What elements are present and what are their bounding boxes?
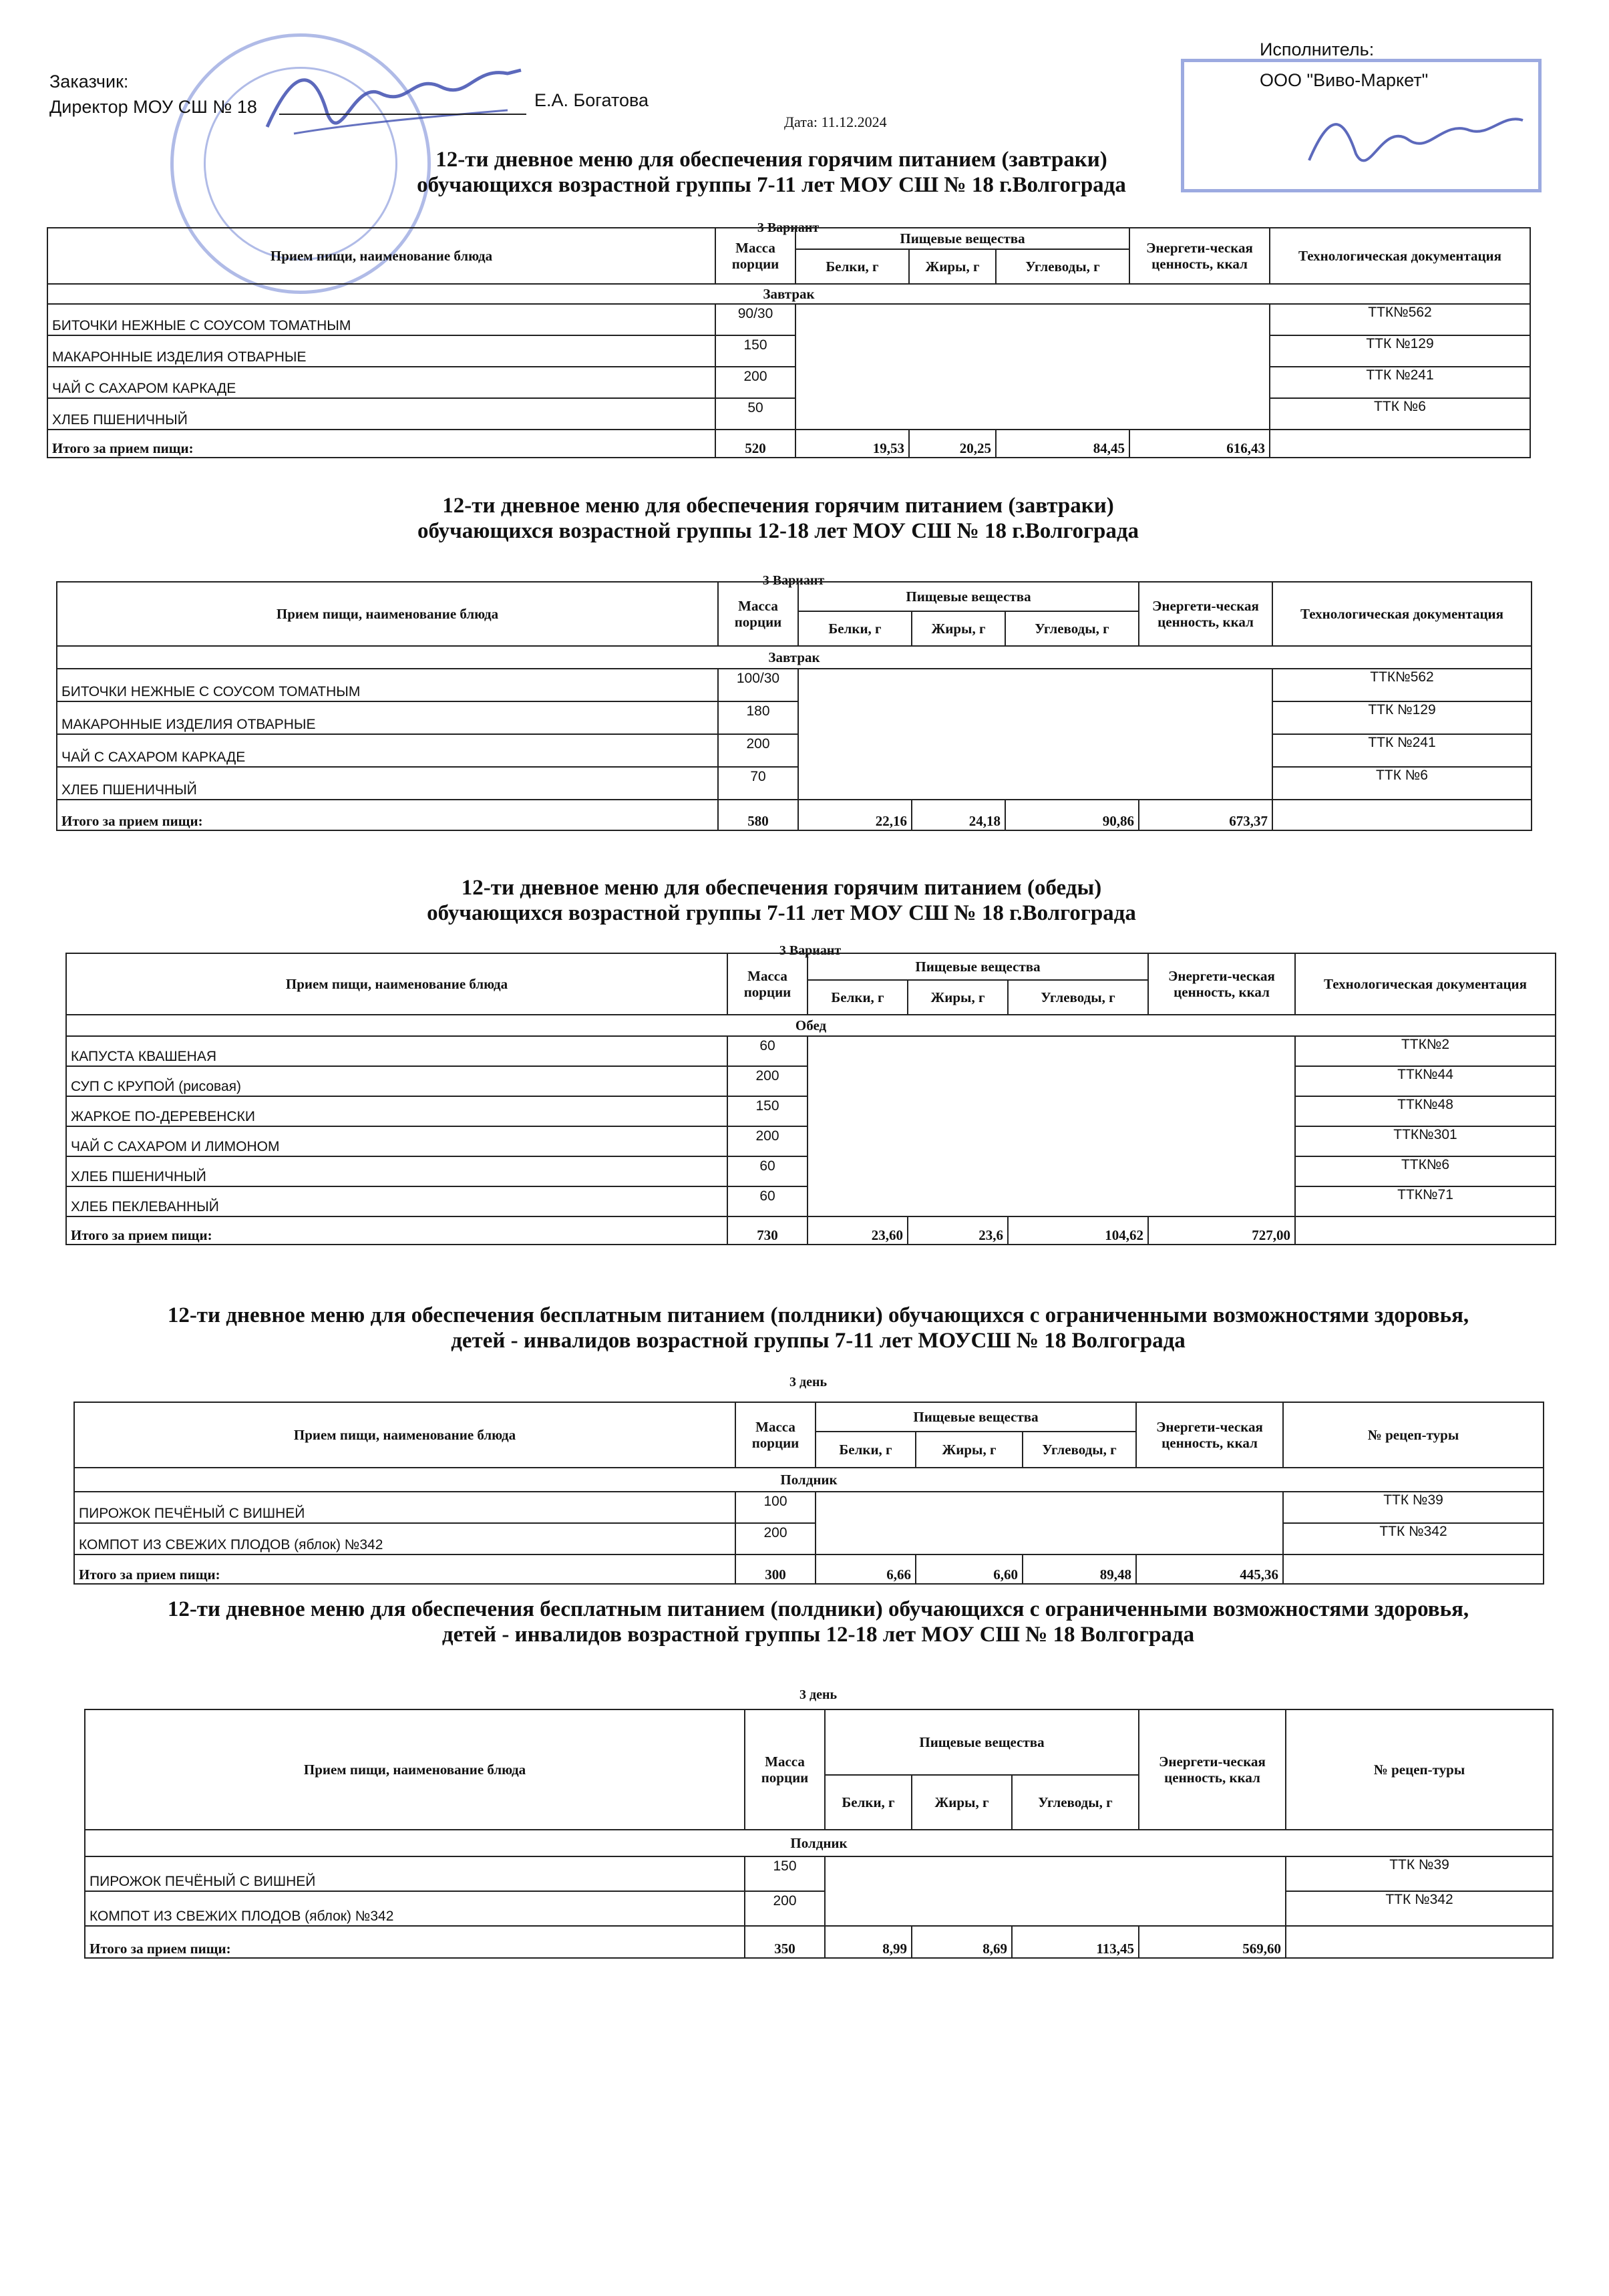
- nutrients-blank: [795, 304, 1270, 430]
- header-energy: Энергети-ческая ценность, ккал: [1136, 1402, 1283, 1468]
- menu-table: [56, 581, 1532, 831]
- signature-underline: [279, 114, 526, 115]
- total-energy: 569,60: [1139, 1926, 1286, 1958]
- menu-table: [73, 1402, 1544, 1585]
- dish-name: СУП С КРУПОЙ (рисовая): [66, 1066, 727, 1096]
- dish-name: ПИРОЖОК ПЕЧЁНЫЙ С ВИШНЕЙ: [74, 1492, 735, 1523]
- total-protein: 22,16: [798, 800, 912, 830]
- total-carbs: 84,45: [996, 430, 1129, 458]
- dish-mass: 200: [745, 1891, 825, 1926]
- header-mass: Масса порции: [735, 1402, 816, 1468]
- total-energy: 616,43: [1129, 430, 1270, 458]
- header-energy: Энергети-ческая ценность, ккал: [1139, 1709, 1286, 1830]
- table-row: [57, 669, 1532, 701]
- header-nutrients: Пищевые вещества: [798, 582, 1139, 611]
- table-row: [74, 1523, 1544, 1554]
- dish-name: ХЛЕБ ПЕКЛЕВАННЫЙ: [66, 1186, 727, 1216]
- total-energy: 673,37: [1139, 800, 1272, 830]
- dish-doc: ТТК №6: [1270, 398, 1530, 430]
- total-doc-blank: [1270, 430, 1530, 458]
- dish-name: КОМПОТ ИЗ СВЕЖИХ ПЛОДОВ (яблок) №342: [85, 1891, 745, 1926]
- header-dish: Прием пищи, наименование блюда: [57, 582, 718, 646]
- table-row: [47, 335, 1530, 367]
- customer-signature: [254, 53, 534, 154]
- dish-name: БИТОЧКИ НЕЖНЫЕ С СОУСОМ ТОМАТНЫМ: [57, 669, 718, 701]
- header-doc: № рецеп-туры: [1286, 1709, 1553, 1830]
- dish-name: БИТОЧКИ НЕЖНЫЕ С СОУСОМ ТОМАТНЫМ: [47, 304, 715, 335]
- total-energy: 445,36: [1136, 1554, 1283, 1584]
- header-doc: № рецеп-туры: [1283, 1402, 1544, 1468]
- total-label: Итого за прием пищи:: [85, 1926, 745, 1958]
- header-fat: Жиры, г: [909, 249, 996, 284]
- total-energy: 727,00: [1148, 1216, 1295, 1245]
- dish-doc: ТТК №342: [1283, 1523, 1544, 1554]
- nutrients-blank: [825, 1856, 1286, 1926]
- customer-label: Заказчик:: [49, 71, 129, 92]
- nutrients-blank: [816, 1492, 1283, 1554]
- executor-signature: [1302, 100, 1530, 180]
- dish-name: ЖАРКОЕ ПО-ДЕРЕВЕНСКИ: [66, 1096, 727, 1126]
- total-doc-blank: [1272, 800, 1532, 830]
- dish-doc: ТТК №39: [1286, 1856, 1553, 1891]
- total-fat: 8,69: [912, 1926, 1012, 1958]
- dish-doc: ТТК№2: [1295, 1036, 1556, 1066]
- dish-mass: 200: [718, 734, 798, 767]
- dish-mass: 70: [718, 767, 798, 800]
- total-doc-blank: [1286, 1926, 1553, 1958]
- header-carbs: Углеводы, г: [996, 249, 1129, 284]
- header-mass: Масса порции: [745, 1709, 825, 1830]
- header-carbs: Углеводы, г: [1023, 1432, 1136, 1468]
- meal-name: Завтрак: [47, 284, 1530, 304]
- total-carbs: 89,48: [1023, 1554, 1136, 1584]
- total-mass: 300: [735, 1554, 816, 1584]
- dish-name: ЧАЙ С САХАРОМ КАРКАДЕ: [47, 367, 715, 398]
- total-doc-blank: [1295, 1216, 1556, 1245]
- header-energy: Энергети-ческая ценность, ккал: [1139, 582, 1272, 646]
- dish-mass: 200: [715, 367, 795, 398]
- dish-name: КОМПОТ ИЗ СВЕЖИХ ПЛОДОВ (яблок) №342: [74, 1523, 735, 1554]
- section-title-line2: детей - инвалидов возрастной группы 12-18 лет МОУ СШ № 18 Волгограда: [441, 1623, 1195, 1647]
- section-title: [100, 1303, 1536, 1353]
- total-carbs: 104,62: [1008, 1216, 1148, 1245]
- section-title-line1: 12-ти дневное меню для обеспечения горячим питанием (завтраки): [435, 148, 1107, 172]
- header-nutrients: Пищевые вещества: [808, 953, 1148, 980]
- director-name: Е.А. Богатова: [534, 90, 649, 110]
- header-nutrients: Пищевые вещества: [816, 1402, 1136, 1432]
- total-protein: 23,60: [808, 1216, 908, 1245]
- section-title-line1: 12-ти дневное меню для обеспечения горячим питанием (обеды): [461, 876, 1102, 900]
- dish-mass: 100/30: [718, 669, 798, 701]
- total-row: [85, 1926, 1553, 1958]
- dish-doc: ТТК №342: [1286, 1891, 1553, 1926]
- dish-doc: ТТК №241: [1270, 367, 1530, 398]
- dish-doc: ТТК№6: [1295, 1156, 1556, 1186]
- section-title: [100, 1597, 1536, 1647]
- table-row: [47, 398, 1530, 430]
- section-title-line1: 12-ти дневное меню для обеспечения горячим питанием (завтраки): [442, 494, 1114, 518]
- dish-name: МАКАРОННЫЕ ИЗДЕЛИЯ ОТВАРНЫЕ: [47, 335, 715, 367]
- dish-doc: ТТК №129: [1270, 335, 1530, 367]
- variant-label: 3 день: [789, 1375, 828, 1389]
- dish-doc: ТТК №6: [1272, 767, 1532, 800]
- dish-doc: ТТК№48: [1295, 1096, 1556, 1126]
- header-dish: Прием пищи, наименование блюда: [47, 228, 715, 284]
- section-title: [347, 493, 1209, 544]
- header-dish: Прием пищи, наименование блюда: [85, 1709, 745, 1830]
- section-title-line2: детей - инвалидов возрастной группы 7-11 лет МОУСШ № 18 Волгограда: [451, 1329, 1186, 1353]
- dish-mass: 90/30: [715, 304, 795, 335]
- dish-name: ХЛЕБ ПШЕНИЧНЫЙ: [57, 767, 718, 800]
- header-protein: Белки, г: [825, 1775, 912, 1830]
- total-fat: 23,6: [908, 1216, 1008, 1245]
- executor-org: ООО "Виво-Маркет": [1260, 70, 1429, 90]
- executor-label: Исполнитель:: [1260, 39, 1375, 59]
- total-label: Итого за прием пищи:: [66, 1216, 727, 1245]
- header-mass: Масса порции: [718, 582, 798, 646]
- dish-mass: 100: [735, 1492, 816, 1523]
- total-protein: 6,66: [816, 1554, 916, 1584]
- dish-doc: ТТК№71: [1295, 1186, 1556, 1216]
- dish-doc: ТТК №241: [1272, 734, 1532, 767]
- header-doc: Технологическая документация: [1295, 953, 1556, 1015]
- nutrients-blank: [798, 669, 1272, 800]
- dish-doc: ТТК №129: [1272, 701, 1532, 734]
- dish-name: МАКАРОННЫЕ ИЗДЕЛИЯ ОТВАРНЫЕ: [57, 701, 718, 734]
- section-title-line1: 12-ти дневное меню для обеспечения бесплатным питанием (полдники) обучающихся с ограниченными возможностями здоровья,: [167, 1303, 1469, 1327]
- dish-mass: 150: [745, 1856, 825, 1891]
- table-row: [74, 1492, 1544, 1523]
- table-row: [66, 1036, 1556, 1066]
- header-protein: Белки, г: [795, 249, 909, 284]
- section-title-line1: 12-ти дневное меню для обеспечения бесплатным питанием (полдники) обучающихся с ограниченными возможностями здоровья,: [167, 1597, 1469, 1621]
- dish-mass: 60: [727, 1186, 808, 1216]
- header-carbs: Углеводы, г: [1012, 1775, 1139, 1830]
- table-row: [85, 1856, 1553, 1891]
- total-mass: 520: [715, 430, 795, 458]
- header-nutrients: Пищевые вещества: [825, 1709, 1139, 1775]
- dish-name: ПИРОЖОК ПЕЧЁНЫЙ С ВИШНЕЙ: [85, 1856, 745, 1891]
- meal-name: Полдник: [74, 1468, 1544, 1492]
- dish-mass: 60: [727, 1156, 808, 1186]
- meal-name: Завтрак: [57, 646, 1532, 669]
- total-label: Итого за прием пищи:: [57, 800, 718, 830]
- table-row: [47, 367, 1530, 398]
- dish-name: КАПУСТА КВАШЕНАЯ: [66, 1036, 727, 1066]
- meal-name: Полдник: [85, 1830, 1553, 1856]
- header-protein: Белки, г: [816, 1432, 916, 1468]
- header-fat: Жиры, г: [908, 980, 1008, 1015]
- dish-mass: 180: [718, 701, 798, 734]
- total-carbs: 90,86: [1005, 800, 1139, 830]
- section-title: [347, 875, 1216, 926]
- total-mass: 730: [727, 1216, 808, 1245]
- menu-table: [65, 953, 1556, 1245]
- header-energy: Энергети-ческая ценность, ккал: [1129, 228, 1270, 284]
- total-fat: 6,60: [916, 1554, 1023, 1584]
- header-carbs: Углеводы, г: [1008, 980, 1148, 1015]
- meal-name: Обед: [66, 1015, 1556, 1036]
- header-doc: Технологическая документация: [1270, 228, 1530, 284]
- nutrients-blank: [808, 1036, 1295, 1216]
- dish-name: ЧАЙ С САХАРОМ КАРКАДЕ: [57, 734, 718, 767]
- table-row: [57, 734, 1532, 767]
- header-doc: Технологическая документация: [1272, 582, 1532, 646]
- dish-doc: ТТК №39: [1283, 1492, 1544, 1523]
- header-protein: Белки, г: [808, 980, 908, 1015]
- table-row: [57, 767, 1532, 800]
- table-row: [47, 304, 1530, 335]
- header-fat: Жиры, г: [912, 611, 1005, 646]
- variant-label: 3 Вариант: [779, 943, 842, 958]
- header-fat: Жиры, г: [916, 1432, 1023, 1468]
- document-date: Дата: 11.12.2024: [784, 114, 887, 130]
- header-protein: Белки, г: [798, 611, 912, 646]
- total-row: [57, 800, 1532, 830]
- total-row: [66, 1216, 1556, 1245]
- dish-doc: ТТК№44: [1295, 1066, 1556, 1096]
- variant-label: 3 день: [799, 1687, 838, 1702]
- dish-doc: ТТК№301: [1295, 1126, 1556, 1156]
- total-fat: 20,25: [909, 430, 996, 458]
- total-doc-blank: [1283, 1554, 1544, 1584]
- total-protein: 8,99: [825, 1926, 912, 1958]
- dish-mass: 200: [727, 1066, 808, 1096]
- dish-mass: 200: [735, 1523, 816, 1554]
- variant-label: 3 Вариант: [762, 573, 825, 588]
- section-title-line2: обучающихся возрастной группы 7-11 лет МОУ СШ № 18 г.Волгограда: [427, 901, 1136, 925]
- header-mass: Масса порции: [727, 953, 808, 1015]
- header-dish: Прием пищи, наименование блюда: [66, 953, 727, 1015]
- director-line: Директор МОУ СШ № 18: [49, 97, 257, 117]
- total-row: [47, 430, 1530, 458]
- header-energy: Энергети-ческая ценность, ккал: [1148, 953, 1295, 1015]
- total-mass: 350: [745, 1926, 825, 1958]
- table-row: [57, 701, 1532, 734]
- section-title-line2: обучающихся возрастной группы 12-18 лет МОУ СШ № 18 г.Волгограда: [417, 519, 1139, 543]
- dish-name: ХЛЕБ ПШЕНИЧНЫЙ: [47, 398, 715, 430]
- total-row: [74, 1554, 1544, 1584]
- total-fat: 24,18: [912, 800, 1005, 830]
- section-title-line2: обучающихся возрастной группы 7-11 лет МОУ СШ № 18 г.Волгограда: [417, 173, 1126, 197]
- total-label: Итого за прием пищи:: [47, 430, 715, 458]
- table-row: [85, 1891, 1553, 1926]
- total-label: Итого за прием пищи:: [74, 1554, 735, 1584]
- total-protein: 19,53: [795, 430, 909, 458]
- dish-mass: 50: [715, 398, 795, 430]
- dish-mass: 200: [727, 1126, 808, 1156]
- header-mass: Масса порции: [715, 228, 795, 284]
- header-nutrients: Пищевые вещества: [795, 228, 1129, 249]
- total-mass: 580: [718, 800, 798, 830]
- header-carbs: Углеводы, г: [1005, 611, 1139, 646]
- dish-mass: 150: [727, 1096, 808, 1126]
- header-fat: Жиры, г: [912, 1775, 1012, 1830]
- dish-name: ХЛЕБ ПШЕНИЧНЫЙ: [66, 1156, 727, 1186]
- menu-table: [84, 1709, 1554, 1959]
- variant-label: 3 Вариант: [757, 220, 820, 235]
- menu-table: [47, 227, 1531, 458]
- header-dish: Прием пищи, наименование блюда: [74, 1402, 735, 1468]
- section-title: [347, 147, 1196, 198]
- total-carbs: 113,45: [1012, 1926, 1139, 1958]
- dish-doc: ТТК№562: [1272, 669, 1532, 701]
- dish-mass: 150: [715, 335, 795, 367]
- dish-mass: 60: [727, 1036, 808, 1066]
- dish-name: ЧАЙ С САХАРОМ И ЛИМОНОМ: [66, 1126, 727, 1156]
- dish-doc: ТТК№562: [1270, 304, 1530, 335]
